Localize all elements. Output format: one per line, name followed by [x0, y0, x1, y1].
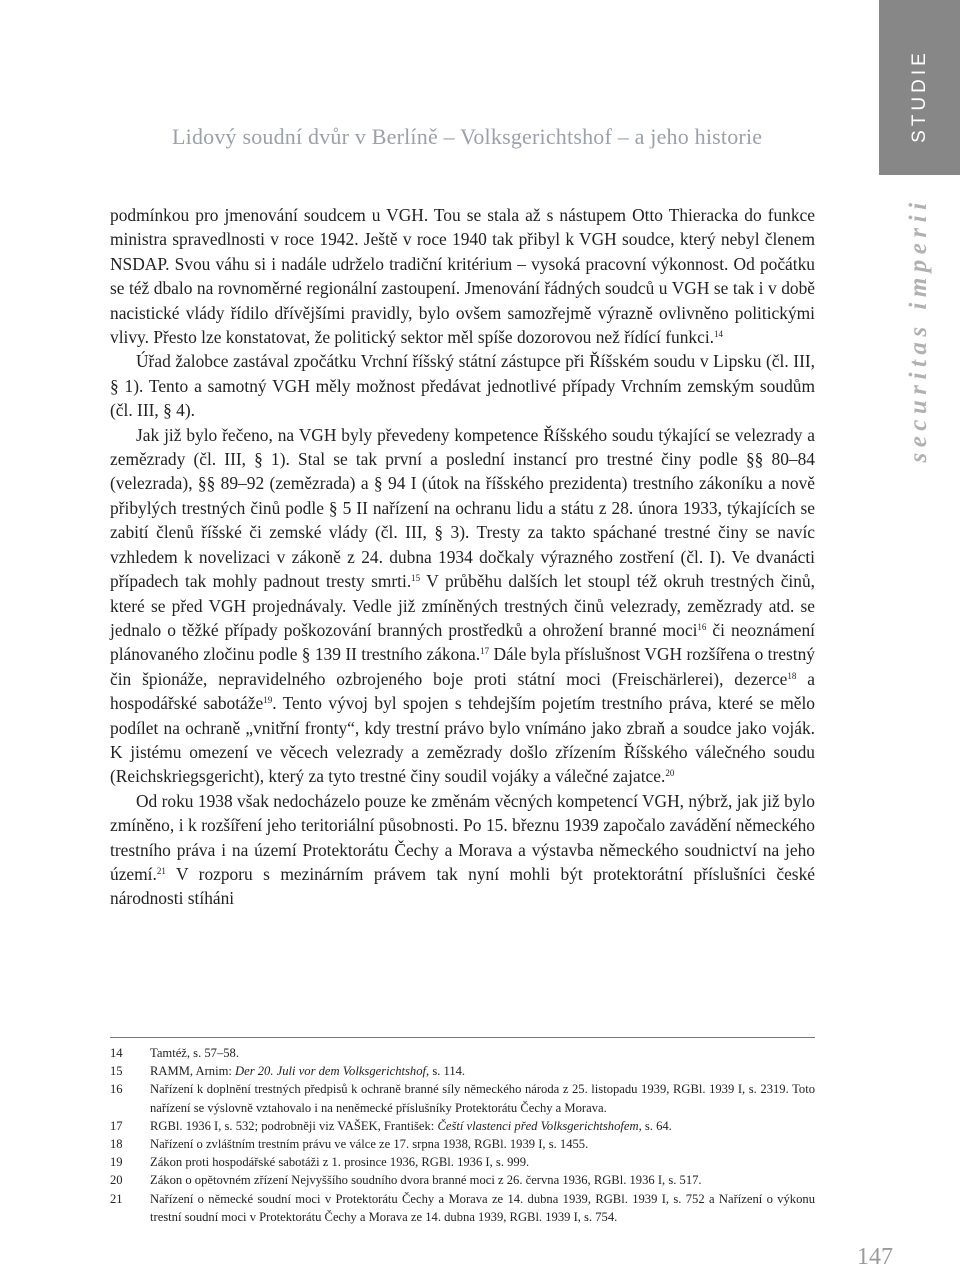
footnote-17: 17 RGBl. 1936 I, s. 532; podrobněji viz VAŠEK, František: Čeští vlastenci před Volksgerichtshofem, s. 64. [110, 1118, 672, 1133]
footnote-18: 18 Nařízení o zvláštním trestním právu ve válce ze 17. srpna 1938, RGBl. 1939 I, s. 1455. [110, 1137, 589, 1152]
footnote-ref-19: 19 [263, 695, 273, 706]
running-title: Lidový soudní dvůr v Berlíně – Volksgerichtshof – a jeho historie [172, 124, 763, 149]
paragraph-1: podmínkou pro jmenování soudcem u VGH. Tou se stala až s nástupem Otto Thieracka do funkce ministra spravedlnosti v roce 1942. Ještě v roce 1940 tak přibyl k VGH soudce, který nebyl členem NSDAP. Svou váhu si i nadále udrželo tradiční kritérium – vysoká pracovní výkonnost. Od počátku se též dbalo na rovnoměrné regionální zastoupení. Jmenování řádných soudců u VGH se tak i v době nacistické vlády řídilo dřívějšími pravidly, bylo ovšem samozřejmě výrazně ovlivněno politickými vlivy. Přesto lze konstatovat, že politický sektor měl spíše dozorovou než řídící funkci.$^{14}$ [110, 205, 815, 348]
footnote-ref-14: 14 [714, 329, 724, 340]
footnotes [110, 1044, 815, 1226]
section-tab [879, 0, 960, 175]
journal-side-title: securitas imperii [905, 197, 932, 463]
paragraph-3: Jak již bylo řečeno, na VGH byly převedeny kompetence Říšského soudu týkající se velezrady a zemězrady (čl. III, § 1). Stal se tak první a poslední instancí pro trestné činy podle §§ 80–84 (velezrada), §§ 89–92 (zemězrada) a § 94 I (útok na říšského prezidenta) trestního zákoníku a nově přibylých trestných činů podle § 5 II nařízení na ochranu lidu a státu z 28. února 1933, týkajících se zabití členů říšské či zemské vlády (čl. III, § 3). Tresty za takto spáchané trestné činy se navíc vzhledem k novelizaci v zákoně z 24. dubna 1934 dočkaly výrazného zostření (čl. I). Ve dvanácti případech tak mohly padnout tresty smrti.$^{15}$ V průběhu dalších let stoupl též okruh trestných činů, které se před VGH projednávaly. Vedle již zmíněných trestných činů velezrady, zemězrady atd. se jednalo o těžké případy poškozování branných prostředků a ohrožení branné moci$^{16}$ či neoznámení plánovaného zločinu podle § 139 II trestního zákona.$^{17}$ Dále byla příslušnost VGH rozšířena o trestný čin špionáže, nepravidelného ozbrojeného boje proti státní moci (Freischärlerei), dezerce$^{18}$ a hospodářské sabotáže$^{19}$. Tento vývoj byl spojen s tehdejším pojetím trestního práva, které se mělo podílet na ochraně „vnitřní fronty“, kdy trestní právo bylo vnímáno jako zbraň a soudce jako voják. K jistému omezení ve věcech velezrady a zemězrady došlo zřízením Říšského válečného soudu (Reichskriegsgericht), který za tyto trestné činy soudil vojáky a válečné zajatce.$^{20}$ [110, 424, 815, 787]
footnote-divider [110, 1037, 815, 1038]
footnote-ref-16: 16 [697, 621, 707, 632]
footnote-ref-17: 17 [480, 646, 490, 657]
paragraph-4: Od roku 1938 však nedocházelo pouze ke změnám věcných kompetencí VGH, nýbrž, jak již bylo zmíněno, i k rozšíření jeho teritoriální působnosti. Po 15. březnu 1939 započalo zavádění německého trestního práva i na území Protektorátu Čechy a Morava a výstavba německého soudnictví na jeho území.$^{21}$ V rozporu s mezinárním právem tak nyní mohli být protektorátní příslušníci české národnosti stíháni [110, 790, 815, 909]
footnote-ref-18: 18 [787, 670, 797, 681]
paragraph-2: Úřad žalobce zastával zpočátku Vrchní říšský státní zástupce při Říšském soudu v Lipsku (čl. III, § 1). Tento a samotný VGH měly možnost předávat jednotlivé případy Vrchním zemským soudům (čl. III, § 4). [110, 351, 815, 421]
footnote-20: 20 Zákon o opětovném zřízení Nejvyššího soudního dvora branné moci z 26. června 1936, RGBl. 1936 I, s. 517. [110, 1173, 702, 1188]
footnote-ref-20: 20 [665, 768, 675, 779]
section-tab-label: STUDIE [908, 49, 930, 143]
page-number: 147 [857, 1244, 893, 1270]
footnote-15: 15 RAMM, Arnim: Der 20. Juli vor dem Volksgerichtshof, s. 114. [110, 1064, 466, 1079]
footnote-16: 16 Nařízení k doplnění trestných předpisů k ochraně branné síly německého národa z 25. listopadu 1939, RGBl. 1939 I, s. 2319. Toto nařízení se výslovně vztahovalo i na neněmecké příslušníky Protektorátu Čechy a Morava. [110, 1082, 815, 1115]
footnote-19: 19 Zákon proti hospodářské sabotáži z 1. prosince 1936, RGBl. 1936 I, s. 999. [110, 1155, 530, 1170]
footnote-14: 14 Tamtéž, s. 57–58. [110, 1046, 240, 1060]
footnote-21: 21 Nařízení o německé soudní moci v Protektorátu Čechy a Morava ze 14. dubna 1939, RGBl. 1939 I, s. 752 a Nařízení o výkonu trestní soudní moci v Protektorátu Čechy a Morava ze 14. dubna 1939, RGBl. 1939 I, s. 754. [110, 1191, 815, 1224]
footnote-ref-15: 15 [411, 573, 421, 584]
footnote-ref-21: 21 [156, 865, 166, 876]
main-text [110, 203, 815, 911]
